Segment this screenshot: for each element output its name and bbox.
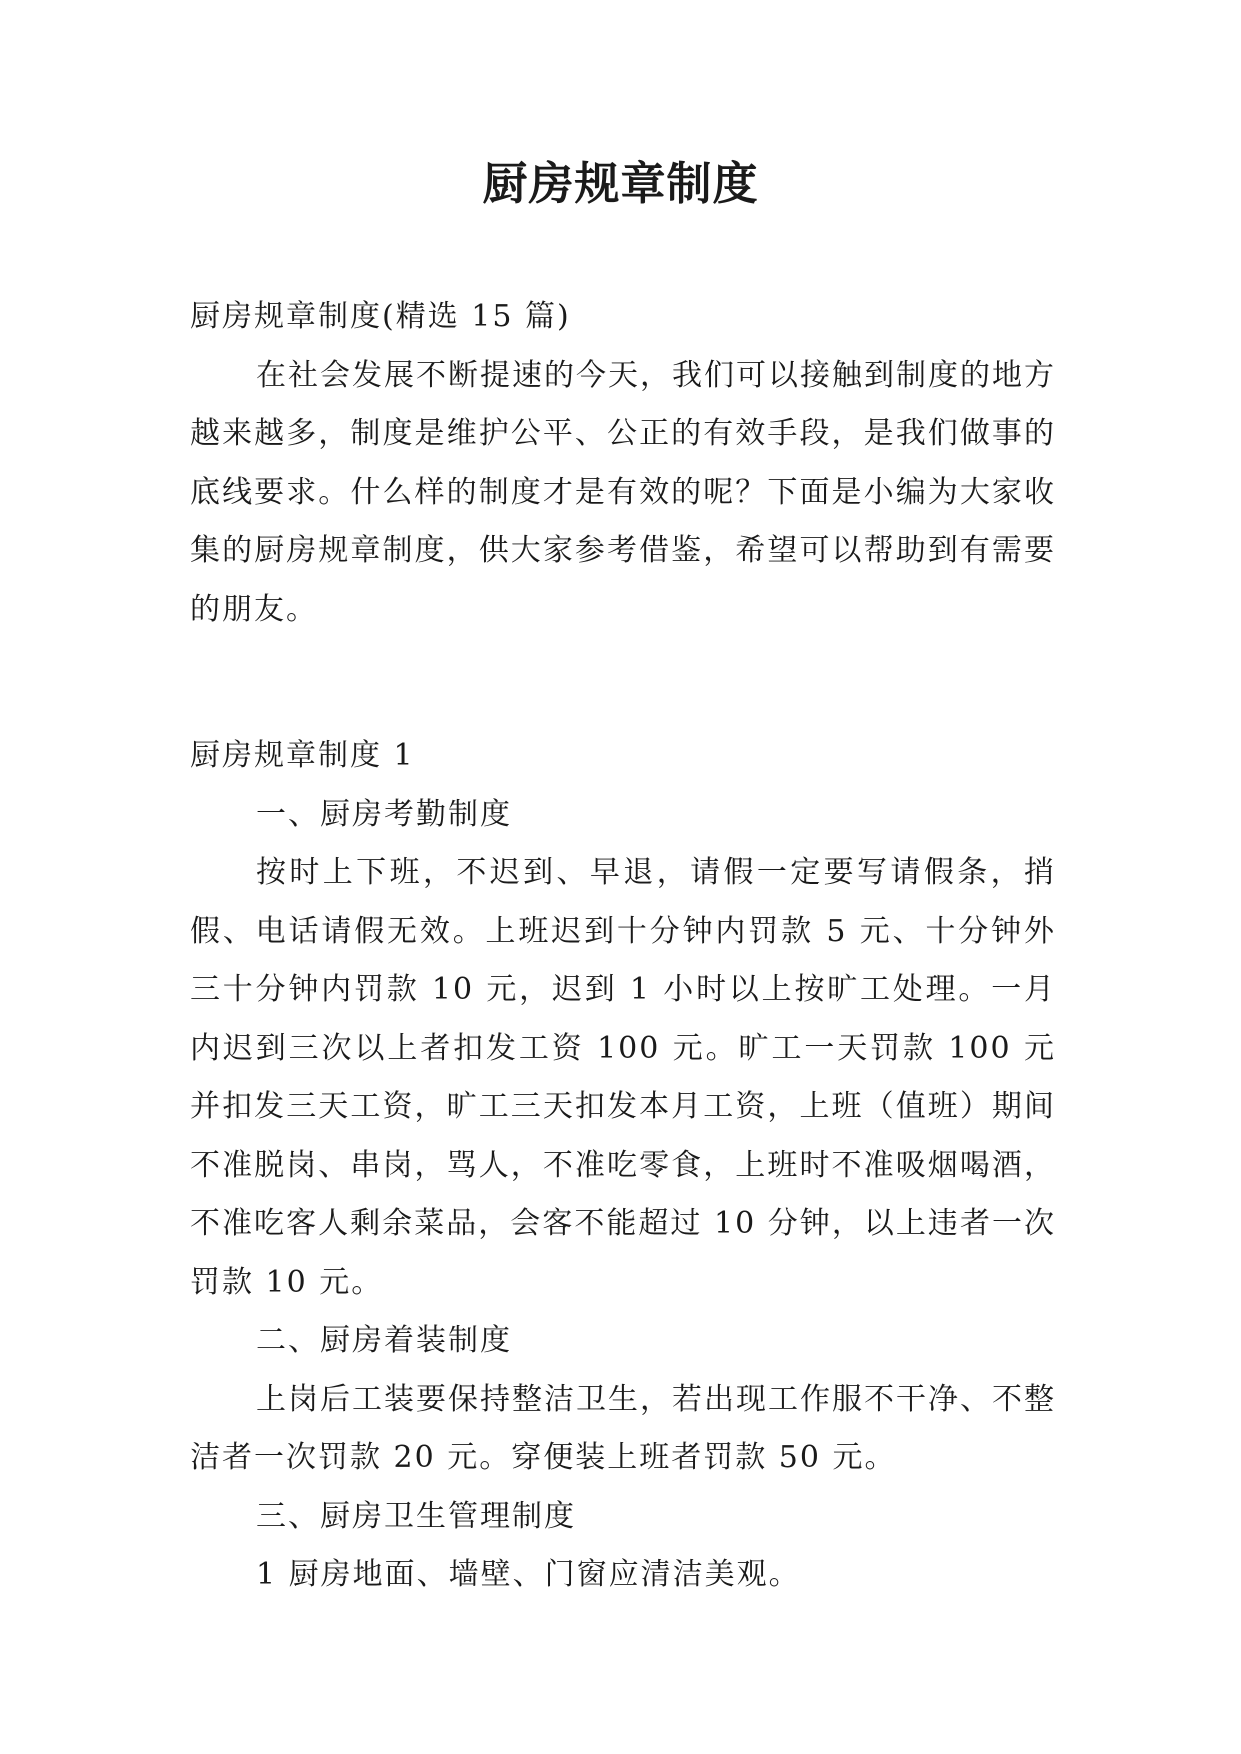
- intro-paragraph: 在社会发展不断提速的今天，我们可以接触到制度的地方越来越多，制度是维护公平、公正的有效手段，是我们做事的底线要求。什么样的制度才是有效的呢？下面是小编为大家收集的厨房规章制度，供大家参考借鉴，希望可以帮助到有需要的朋友。: [190, 357, 1056, 627]
- document-subtitle: 厨房规章制度(精选 15 篇): [190, 299, 571, 334]
- part-heading-hygiene: 三、厨房卫生管理制度: [256, 1498, 576, 1534]
- attendance-paragraph: 按时上下班，不迟到、早退，请假一定要写请假条，捎假、电话请假无效。上班迟到十分钟内罚款 5 元、十分钟外三十分钟内罚款 10 元，迟到 1 小时以上按旷工处理。一月内迟到三次以上者扣发工资 100 元。旷工一天罚款 100 元并扣发三天工资，旷工三天扣发本月工资，上班（值班）期间不准脱岗、串岗，骂人，不准吃零食，上班时不准吸烟喝酒，不准吃客人剩余菜品，会客不能超过 10 分钟，以上违者一次罚款 10 元。: [190, 855, 1056, 1300]
- dress-code-paragraph: 上岗后工装要保持整洁卫生，若出现工作服不干净、不整洁者一次罚款 20 元。穿便装上班者罚款 50 元。: [190, 1381, 1056, 1475]
- part-heading-dress-code: 二、厨房着装制度: [256, 1323, 512, 1358]
- hygiene-item-1: 1 厨房地面、墙壁、门窗应清洁美观。: [256, 1557, 801, 1592]
- document-title: 厨房规章制度: [482, 157, 759, 210]
- part-heading-attendance: 一、厨房考勤制度: [256, 796, 512, 832]
- section-heading: 厨房规章制度 1: [190, 738, 415, 773]
- document-body: [190, 288, 1056, 1605]
- section-spacer: [190, 639, 1056, 727]
